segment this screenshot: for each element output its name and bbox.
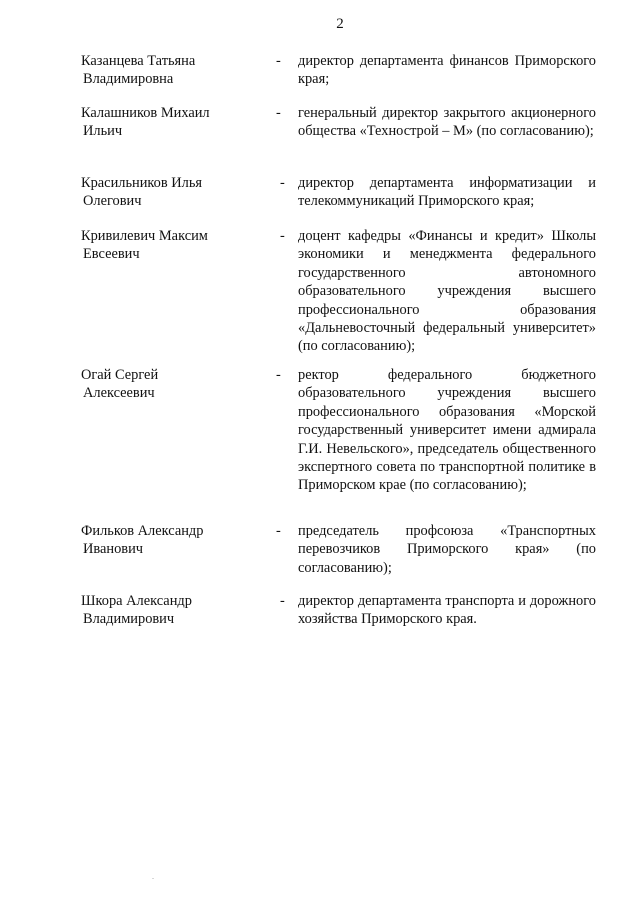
member-name-line2: Ильич bbox=[83, 123, 123, 140]
member-dash: - bbox=[276, 53, 281, 69]
member-dash: - bbox=[276, 105, 281, 121]
member-dash: - bbox=[276, 367, 281, 383]
member-dash: - bbox=[280, 175, 285, 191]
member-name bbox=[81, 522, 261, 559]
member-name-line1: Кривилевич Максим bbox=[81, 228, 208, 244]
member-position: директор департамента информатизации и телекоммуникаций Приморского края; bbox=[298, 175, 596, 210]
member-name-line1: Красильников Илья bbox=[81, 175, 203, 191]
member-name-line1: Огай Сергей bbox=[81, 367, 159, 383]
member-name-line2: Владимировна bbox=[83, 71, 174, 88]
member-name-line1: Фильков Александр bbox=[81, 523, 204, 539]
page-number: 2 bbox=[336, 16, 344, 32]
member-dash: - bbox=[280, 228, 285, 244]
member-position: директор департамента транспорта и дорожного хозяйства Приморского края. bbox=[298, 593, 596, 628]
member-name bbox=[81, 174, 261, 211]
member-dash: - bbox=[276, 523, 281, 539]
member-position: доцент кафедры «Финансы и кредит» Школы экономики и менеджмента федерального государственного автономного образовательного учреждения высшего профессионального образования «Дальневосточный федеральный университет» (по согласованию); bbox=[298, 228, 596, 355]
footer-scan-mark: . bbox=[152, 872, 154, 881]
member-name-line2: Евсеевич bbox=[83, 246, 140, 263]
member-name bbox=[81, 592, 261, 629]
member-position: генеральный директор закрытого акционерного общества «Технострой – М» (по согласованию); bbox=[298, 105, 596, 140]
member-name-line2: Иванович bbox=[83, 541, 144, 558]
member-name bbox=[81, 227, 261, 264]
member-name bbox=[81, 52, 261, 89]
member-dash: - bbox=[280, 593, 285, 609]
member-name-line2: Алексеевич bbox=[83, 385, 155, 402]
member-name-line1: Шкора Александр bbox=[81, 593, 192, 609]
member-name bbox=[81, 366, 261, 403]
member-name bbox=[81, 104, 261, 141]
member-position: директор департамента финансов Приморского края; bbox=[298, 53, 596, 88]
member-name-line2: Олегович bbox=[83, 193, 142, 210]
member-name-line1: Калашников Михаил bbox=[81, 105, 210, 121]
member-name-line2: Владимирович bbox=[83, 611, 175, 628]
member-name-line1: Казанцева Татьяна bbox=[81, 53, 196, 69]
member-position: ректор федерального бюджетного образовательного учреждения высшего профессионального образования «Морской государственный университет имени адмирала Г.И. Невельского», председатель общественного экспертного совета по транспортной политике в Приморском крае (по согласованию); bbox=[298, 367, 596, 494]
member-position: председатель профсоюза «Транспортных перевозчиков Приморского края» (по согласованию); bbox=[298, 523, 596, 576]
